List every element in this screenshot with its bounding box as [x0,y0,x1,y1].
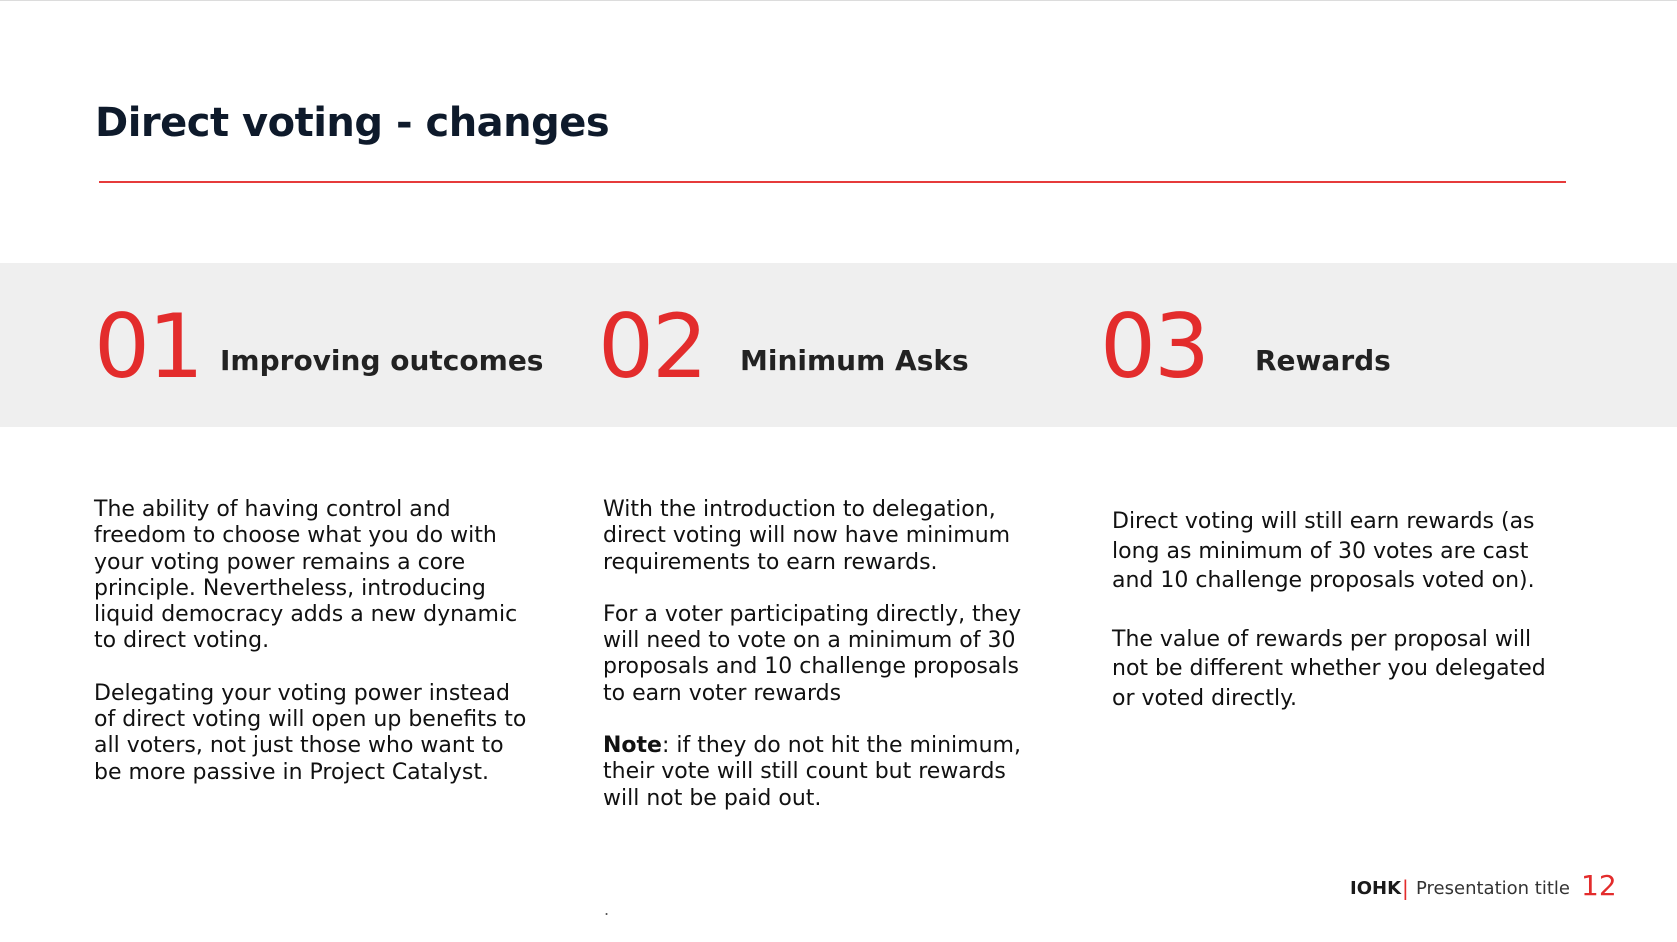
body-paragraph: With the introduction to delegation, direct voting will now have minimum requirements to earn rewards. [603,497,1011,575]
slide-title: Direct voting - changes [95,100,610,146]
top-border [0,0,1677,1]
body-paragraph: The ability of having control and freedom to choose what you do with your voting power remains a core principle. Nevertheless, introducing liquid democracy adds a new dynamic to direct voting. [94,497,518,654]
section-heading-2: Minimum Asks [740,344,969,377]
section-body-2 [603,497,1043,838]
body-paragraph: Direct voting will still earn rewards (as long as minimum of 30 votes are cast and 10 challenge proposals voted on). [1112,509,1535,593]
title-underline [99,181,1566,183]
stray-mark: . [604,900,610,919]
section-number-1: 01 [94,295,202,398]
page-number: 12 [1581,869,1617,902]
section-heading-3: Rewards [1255,344,1391,377]
note-label: Note [603,733,662,759]
footer-brand: IOHK [1350,878,1402,899]
footer-separator: | [1402,876,1409,900]
body-paragraph: The value of rewards per proposal will not be different whether you delegated or voted directly. [1112,626,1546,711]
section-body-1 [94,497,534,812]
section-body-3 [1112,507,1552,739]
section-header-band [0,263,1677,427]
body-paragraph: Delegating your voting power instead of direct voting will open up benefits to all voters, not just those who want to be more passive in Project Catalyst. [94,680,527,785]
section-heading-1: Improving outcomes [220,344,544,377]
note-paragraph [603,733,1043,812]
section-number-3: 03 [1100,295,1208,398]
section-number-2: 02 [598,295,706,398]
body-paragraph: For a voter participating directly, they will need to vote on a minimum of 30 proposals and 10 challenge proposals to earn voter rewards [603,601,1022,706]
note-text: : if they do not hit the minimum, their vote will still count but rewards will not be paid out. [603,733,1021,811]
footer-presentation-title: Presentation title [1416,878,1570,899]
